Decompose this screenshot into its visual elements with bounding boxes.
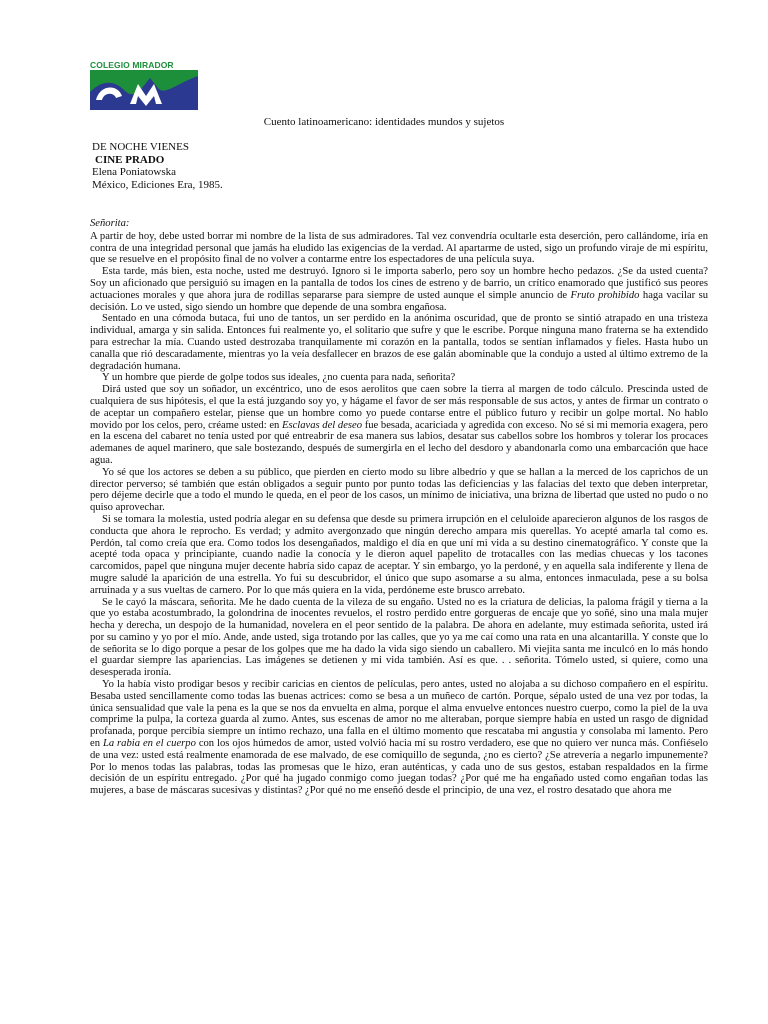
paragraph: Y un hombre que pierde de golpe todos sus ideales, ¿no cuenta para nada, señorita? xyxy=(102,372,456,384)
salutation: Señorita: xyxy=(90,218,130,229)
paragraph: A partir de hoy, debe usted borrar mi nombre de la lista de sus admiradores. Tal vez convendría ocultarle esta deserción, pero callándome, iría en contra de una integridad personal que jamás ha eludido las exigencias de la verdad. Al apartarme de usted, sigo un profundo viraje de mi espíritu, que se resuelve en el propósito final de no volver a contarme entre los espectadores de una película suya. xyxy=(90,230,708,266)
paragraph-text: fue besada, acariciada y agredida con exceso. No sé si mi memoria exagera, pero en la escena del cabaret no tenía usted por qué entreabrir de esa manera sus labios, desatar sus cabellos sobre los hombros y tolerar los procaces ademanes de aquel marinero, que sale bostezando, después de sumergirla en el lecho del desdoro y abandonarla como una embarcación que hace agua. xyxy=(90,419,708,466)
document-heading: Cuento latinoamericano: identidades mundos y sujetos xyxy=(263,116,505,128)
paragraph-text: Dirá usted que soy un soñador, un excéntrico, uno de esos aerolitos que caen sobre la tierra al margen de todo cálculo. Prescinda usted de cualquiera de sus hipótesis, el que la está juzgando soy yo, y hágame el favor de ser más responsable de sus actos, y antes de firmar un contrato o de aceptar un compañero estelar, piense que un hombre como yo puede contarse entre el público futuro y recibir un golpe mortal. No hablo movido por los celos, pero, créame usted: en xyxy=(90,384,708,431)
paragraph: Se le cayó la máscara, señorita. Me he dado cuenta de la vileza de su engaño. Usted no es la criatura de delicias, la paloma frágil y tierna a la que yo estaba acostumbrado, la golondrina de inocentes revuelos, el rostro perdido entre gorgueras de encaje que yo soñé, sino una mala mujer hecha y derecha, un despojo de la humanidad, novelera en el peor sentido de la palabra. De ahora en adelante, muy estimada señorita, usted irá por su camino y yo por el mío. Ande, ande usted, siga trotando por las calles, que yo ya me caí como una rata en una alcantarilla. Y conste que lo de señorita se lo digo porque a pesar de los golpes que me ha dado la vida sigo siendo un caballero. Mi viejita santa me inculcó en lo más hondo el guardar siempre las apariencias. Las imágenes se detienen y mi vida también. Así es que. . . señorita. Tómelo usted, si quiere, como una desesperada ironía. xyxy=(90,596,708,679)
paragraph-text: Yo la había visto prodigar besos y recibir caricias en cientos de películas, pero antes, usted no alojaba a su dichoso compañero en el espíritu. Besaba usted sencillamente como todas las buenas actrices: como se besa a un muñeco de cartón. Porque, sépalo usted de una vez por todas, la única sensualidad que vale la pena es la que se nos da envuelta en alma, porque el alma envuelve entonces nuestro cuerpo, como la piel de la uva comprime la pulpa, la corteza guarda al zumo. Antes, sus escenas de amor no me alteraban, porque siempre había en usted un rasgo de dignidad profanada, porque percibía siempre un íntimo rechazo, una falla en el último momento que rescataba mi angustia y consolaba mi lamento. Pero en xyxy=(90,679,708,750)
story-title: CINE PRADO xyxy=(95,153,165,166)
paragraph xyxy=(90,384,708,467)
film-title: La rabia en el cuerpo xyxy=(102,738,196,750)
author-name: Elena Poniatowska xyxy=(92,166,177,178)
film-title: Esclavas del deseo xyxy=(281,419,363,431)
paragraph-text: Esta tarde, más bien, esta noche, usted me destruyó. Ignoro si le importa saberlo, pero soy un hombre hecho pedazos. ¿Se da usted cuenta? Soy un aficionado que persiguió su imagen en la pantalla de todos los cines de estreno y de barrio, un crítico enamorado que justificó sus peores actuaciones morales y que ahora jura de rodillas separarse para siempre de usted aunque el simple anuncio de xyxy=(90,266,708,301)
bibliographic-info xyxy=(92,141,223,191)
paragraph-text: con los ojos húmedos de amor, usted volvió hacia mí su rostro verdadero, ese que no quiero ver nunca más. Confiéselo de una vez: usted está realmente enamorada de ese malvado, de ese comiquillo de segunda, ¿no es cierto? ¿Se atrevería a negarlo impunemente? Por lo menos todas las palabras, todas las promesas que le hizo, eran auténticas, y cada uno de sus gestos, estaban respaldados en la firme decisión de un espíritu entregado. ¿Por qué ha jugado conmigo como juegan todas? ¿Por qué me ha engañado usted como engañan todas las mujeres, a base de máscaras sucesivas y distintas? ¿Por qué no me enseñó desde el principio, de una vez, el rostro desatado que ahora me xyxy=(90,738,708,797)
paragraph-text: haga vacilar su decisión. Lo ve usted, sigo siendo un hombre que depende de una sombra engañosa. xyxy=(90,289,708,313)
paragraph: Si se tomara la molestia, usted podría alegar en su defensa que desde su primera irrupción en el celuloide aparecieron algunos de los rasgos de conducta que ahora le reprocho. Es verdad; y admito avergonzado que ningún derecho ampara mis querellas. Yo acepté amarla tal como es. Perdón, tal como creía que era. Como todos los desengañados, maldigo el día en que uní mi vida a su destino cinematográfico. Y conste que la acepté toda opaca y principiante, cuando nadie la conocía y le dieron aquel papelito de trotacalles con las medias chuecas y los tacones carcomidos, papel que ninguna mujer decente habría sido capaz de aceptar. Y sin embargo, yo la perdoné, y en aquella sala indiferente y llena de mugre saludé la aparición de una estrella. Yo fui su descubridor, el único que supo asomarse a su alma, entonces inmaculada, pese a su bolsa arruinada y a sus vueltas de carnero. Por lo que más quiera en la vida, perdóneme este brusco arrebato. xyxy=(90,513,708,596)
paragraph xyxy=(90,679,708,797)
paragraph: Sentado en una cómoda butaca, fui uno de tantos, un ser perdido en la anónima oscuridad, que de pronto se sintió atrapado en una tristeza individual, amarga y sin salida. Entonces fui realmente yo, el solitario que sufre y que le escribe. Porque ninguna mano fraterna se ha extendido para estrechar la mía. Cuando usted destrozaba tranquilamente mi corazón en la pantalla, todos se sentían inflamados y fieles. Hasta hubo un canalla que rió descaradamente, mientras yo la veía desfallecer en brazos de ese galán abominable que la condujo a usted al último extremo de la degradación humana. xyxy=(90,313,708,372)
paragraph xyxy=(90,266,708,313)
mountain-logo-icon xyxy=(90,70,198,110)
logo-text: COLEGIO MIRADOR xyxy=(90,60,174,70)
film-title: Fruto prohibido xyxy=(570,289,640,301)
book-title: DE NOCHE VIENES xyxy=(92,141,189,153)
school-logo xyxy=(90,60,200,112)
publication-info: México, Ediciones Era, 1985. xyxy=(92,178,223,191)
story-text xyxy=(90,218,708,797)
paragraph: Yo sé que los actores se deben a su público, que pierden en cierto modo su libre albedrío y que se hallan a la merced de los caprichos de un director perverso; sé también que están obligados a seguir punto por punto todas las deficiencias y las falacias del texto que deben interpretar, pero déjeme decirle que a todo el mundo le queda, en el peor de los casos, un mínimo de iniciativa, una brizna de libertad que usted no pudo o no quiso aprovechar. xyxy=(90,466,708,514)
